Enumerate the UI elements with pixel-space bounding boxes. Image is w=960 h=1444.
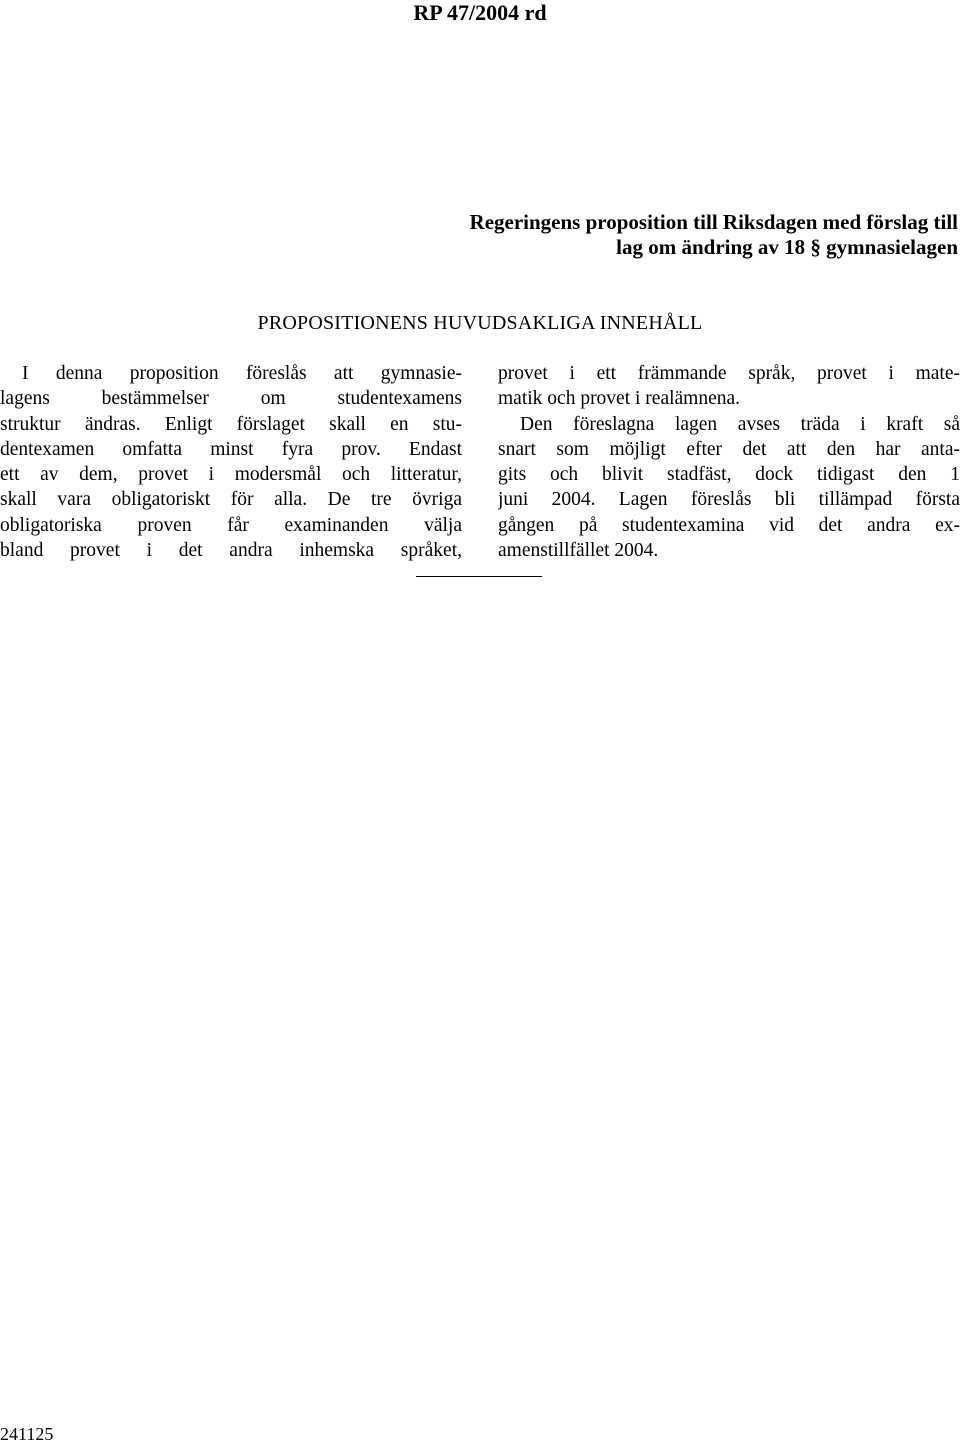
body-line: lagens bestämmelser om studentexamens [0, 388, 462, 410]
section-heading: PROPOSITIONENS HUVUDSAKLIGA INNEHÅLL [257, 312, 703, 334]
body-line: bland provet i det andra inhemska språket, [0, 540, 462, 562]
body-line: matik och provet i realämnena. [498, 388, 741, 410]
title-line-2: lag om ändring av 18 § gymnasielagen [616, 235, 958, 259]
proposition-title [338, 210, 958, 260]
body-line: struktur ändras. Enligt förslaget skall en stu- [0, 413, 462, 435]
body-line: provet i ett främmande språk, provet i mate- [498, 363, 960, 384]
body-line: juni 2004. Lagen föreslås bli tillämpad första [498, 489, 960, 511]
body-column-left [0, 361, 462, 563]
title-line-1: Regeringens proposition till Riksdagen med förslag till [469, 210, 958, 234]
body-line: I denna proposition föreslås att gymnasie- [22, 363, 462, 384]
body-line: obligatoriska proven får examinanden välja [0, 514, 462, 536]
body-line: snart som möjligt efter det att den har anta- [498, 438, 960, 460]
body-line: skall vara obligatoriskt för alla. De tre övriga [0, 489, 462, 511]
body-line: gits och blivit stadfäst, dock tidigast den 1 [498, 464, 960, 486]
body-line: ett av dem, provet i modersmål och litteratur, [0, 464, 462, 486]
document-id: RP 47/2004 rd [413, 0, 547, 25]
body-line: gången på studentexamina vid det andra ex- [498, 514, 960, 536]
page-code: 241125 [0, 1424, 54, 1444]
body-column-right [498, 361, 960, 563]
body-line: amenstillfället 2004. [498, 540, 659, 562]
body-line: Den föreslagna lagen avses träda i kraft så [520, 413, 960, 435]
end-separator-rule [416, 576, 542, 577]
body-line: dentexamen omfatta minst fyra prov. Endast [0, 438, 462, 460]
